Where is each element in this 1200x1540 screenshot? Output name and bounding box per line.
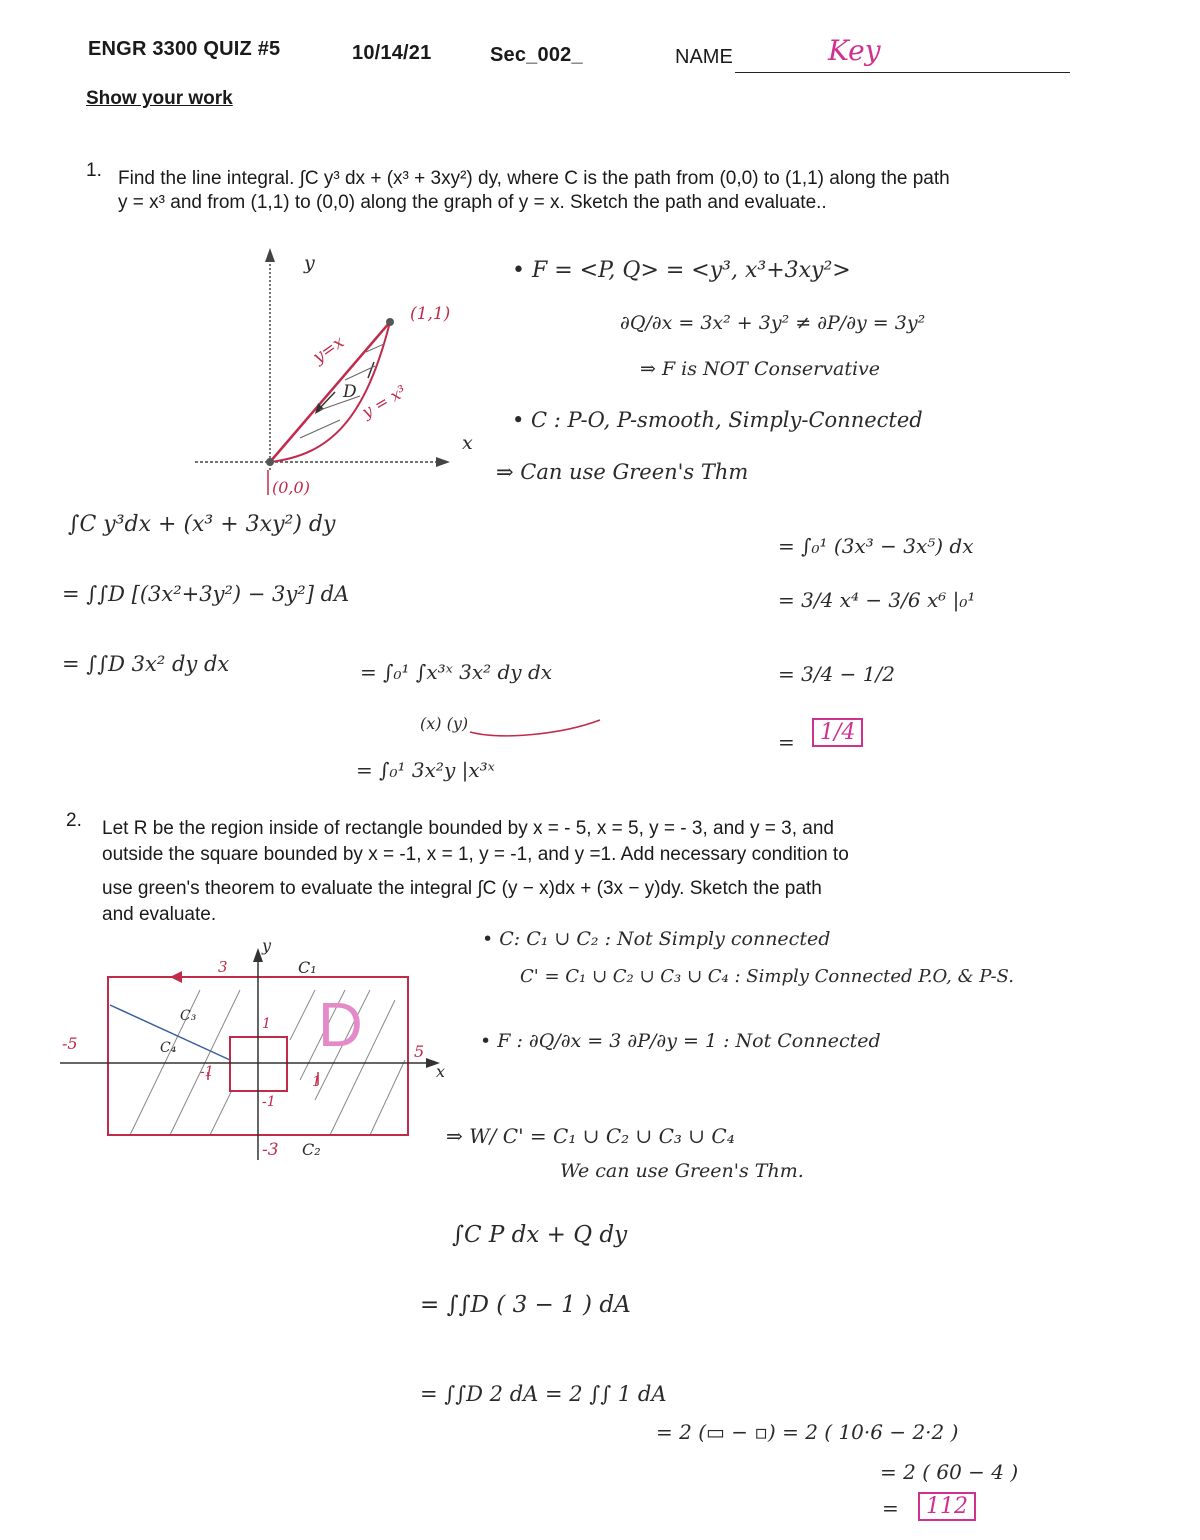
q1-prompt-line1: Find the line integral. ∫C y³ dx + (x³ + 3xy²) dy, where C is the path from (0,0) to (1,1) along the path bbox=[118, 168, 950, 189]
q2-work-7: = ∫∫D ( 3 − 1 ) dA bbox=[420, 1292, 631, 1318]
q2-region-label: D bbox=[318, 991, 363, 1060]
q2-c2-label: C₂ bbox=[302, 1140, 321, 1159]
q2-label-1: 1 bbox=[262, 1016, 271, 1032]
q2-work-3: • F : ∂Q/∂x = 3 ∂P/∂y = 1 : Not Connected bbox=[480, 1030, 881, 1052]
q2-work-6: ∫C P dx + Q dy bbox=[452, 1222, 628, 1248]
q1-work-left-4: = ∫₀¹ ∫x³ˣ 3x² dy dx bbox=[360, 660, 553, 684]
q1-point-top-label: (1,1) bbox=[410, 304, 451, 324]
q1-x-label: x bbox=[462, 432, 473, 454]
q2-prompt-line1: Let R be the region inside of rectangle bounded by x = - 5, x = 5, y = - 3, and y = 3, and bbox=[102, 818, 834, 839]
q2-label-5: 5 bbox=[414, 1042, 425, 1061]
q2-label-neg5: -5 bbox=[62, 1034, 78, 1053]
q1-eval-3: = 3/4 − 1/2 bbox=[778, 662, 895, 686]
q2-label-3: 3 bbox=[218, 958, 228, 976]
q2-work-2: C' = C₁ ∪ C₂ ∪ C₃ ∪ C₄ : Simply Connected P.O, & P-S. bbox=[520, 966, 1014, 987]
q2-c1-label: C₁ bbox=[298, 958, 317, 977]
q2-x-label: x bbox=[436, 1062, 446, 1081]
instruction: Show your work bbox=[86, 88, 233, 109]
q1-work-left-5: (x) (y) bbox=[420, 714, 469, 733]
q1-work-right-2: ∂Q/∂x = 3x² + 3y² ≠ ∂P/∂y = 3y² bbox=[620, 312, 926, 334]
q2-label-neg1: -1 bbox=[200, 1064, 214, 1080]
q2-number: 2. bbox=[66, 810, 82, 831]
q1-number: 1. bbox=[86, 160, 102, 181]
q1-region-label: D bbox=[343, 382, 357, 402]
q1-eval-1: = ∫₀¹ (3x³ − 3x⁵) dx bbox=[778, 534, 974, 558]
q2-prompt-line4: and evaluate. bbox=[102, 904, 217, 925]
q1-work-left-2: = ∫∫D [(3x²+3y²) − 3y²] dA bbox=[62, 582, 350, 606]
course-title: ENGR 3300 QUIZ #5 bbox=[88, 38, 281, 60]
q2-prompt-line2: outside the square bounded by x = -1, x = 1, y = -1, and y =1. Add necessary condition to bbox=[102, 844, 849, 865]
q1-point-origin-label: (0,0) bbox=[272, 478, 310, 497]
q2-label-1b: 1 bbox=[312, 1074, 321, 1090]
q2-work-8: = ∫∫D 2 dA = 2 ∫∫ 1 dA bbox=[420, 1382, 667, 1406]
q1-work-right-3: ⇒ F is NOT Conservative bbox=[640, 358, 881, 380]
section-label: Sec_002_ bbox=[490, 44, 583, 66]
q1-work-left-3: = ∫∫D 3x² dy dx bbox=[62, 652, 230, 676]
q2-c4-label: C₄ bbox=[160, 1040, 177, 1056]
q2-work-11: = bbox=[882, 1496, 899, 1520]
q2-work-1: • C: C₁ ∪ C₂ : Not Simply connected bbox=[482, 928, 831, 950]
q2-label-neg3: -3 bbox=[262, 1140, 279, 1160]
q2-work-5: We can use Green's Thm. bbox=[560, 1160, 804, 1182]
q2-work-10: = 2 ( 60 − 4 ) bbox=[880, 1460, 1019, 1484]
q1-eval-2: = 3/4 x⁴ − 3/6 x⁶ |₀¹ bbox=[778, 588, 976, 612]
q2-y-label: y bbox=[262, 936, 272, 955]
q2-prompt-line3: use green's theorem to evaluate the integral ∫C (y − x)dx + (3x − y)dy. Sketch the path bbox=[102, 878, 822, 899]
q1-work-left-1: ∫C y³dx + (x³ + 3xy²) dy bbox=[68, 512, 336, 537]
q1-cubic-label: y = x³ bbox=[358, 381, 410, 422]
q2-c3-label: C₃ bbox=[180, 1008, 197, 1024]
name-value: Key bbox=[828, 34, 881, 67]
name-label: NAME bbox=[675, 46, 733, 68]
q2-label-neg1b: -1 bbox=[262, 1094, 276, 1110]
q1-answer: 1/4 bbox=[812, 718, 863, 747]
q1-line-label: y=x bbox=[309, 332, 349, 368]
q1-y-label: y bbox=[304, 252, 315, 274]
q2-work-9: = 2 (▭ − ▫) = 2 ( 10·6 − 2·2 ) bbox=[656, 1420, 959, 1444]
quiz-date: 10/14/21 bbox=[352, 42, 432, 64]
q1-work-right-1: • F = <P, Q> = <y³, x³+3xy²> bbox=[512, 258, 851, 283]
q2-answer: 112 bbox=[918, 1492, 976, 1521]
q1-work-left-6: = ∫₀¹ 3x²y |x³ˣ bbox=[356, 758, 495, 782]
q1-eval-4: = bbox=[778, 730, 795, 754]
q1-prompt-line2: y = x³ and from (1,1) to (0,0) along the graph of y = x. Sketch the path and evaluate.. bbox=[118, 192, 827, 213]
q2-work-4: ⇒ W/ C' = C₁ ∪ C₂ ∪ C₃ ∪ C₄ bbox=[446, 1124, 735, 1148]
q1-work-right-4: • C : P-O, P-smooth, Simply-Connected bbox=[512, 408, 923, 432]
q1-work-right-5: ⇒ Can use Green's Thm bbox=[496, 460, 749, 484]
